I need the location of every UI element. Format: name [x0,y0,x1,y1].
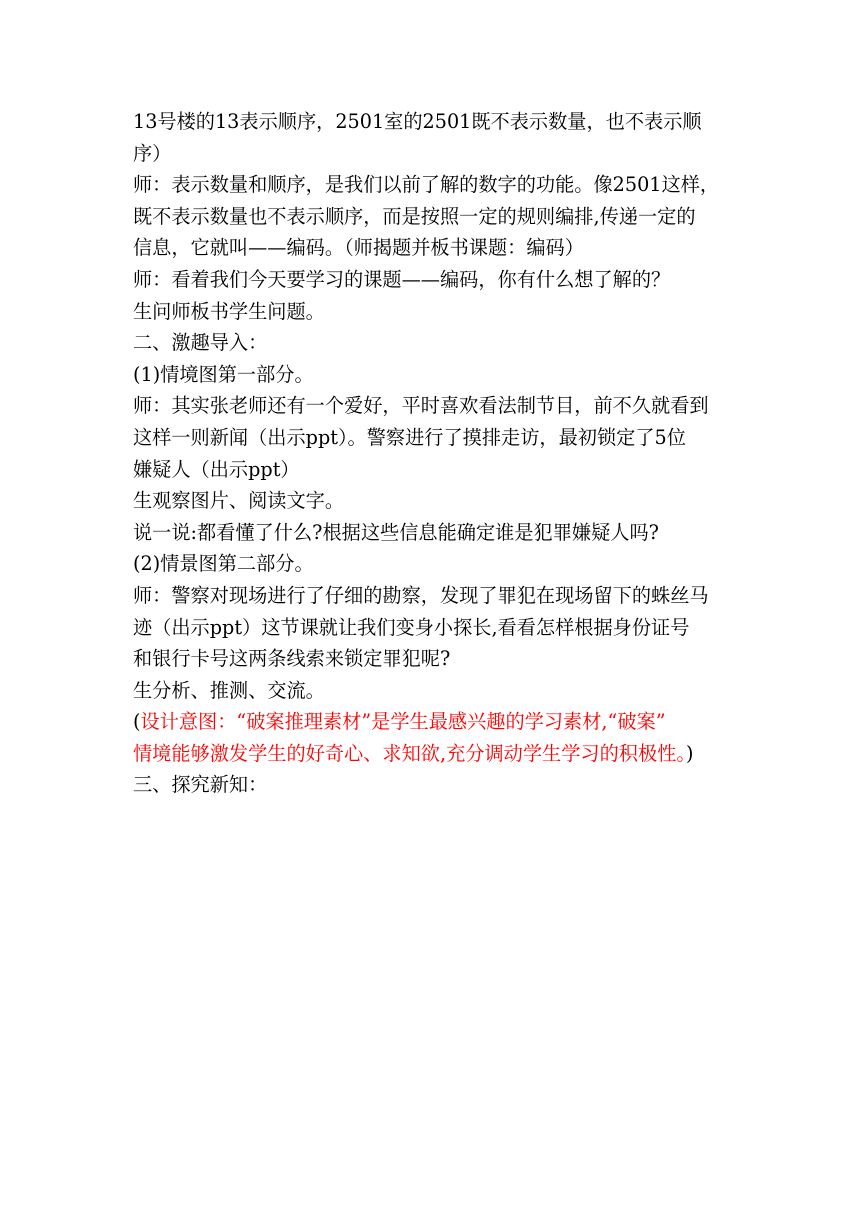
text-line-7: 生问师板书学生问题。 [133,299,325,323]
text-line-16: 师：警察对现场进行了仔细的勘察，发现了罪犯在现场留下的蛛丝马 [133,583,709,607]
document-body [133,106,733,801]
text-line-6: 师：看着我们今天要学习的课题——编码，你有什么想了解的？ [133,267,671,291]
design-intent-text-2: 情境能够激发学生的好奇心、求知欲,充分调动学生学习的积极性。 [133,741,686,765]
text-line-9: (1)情境图第一部分。 [133,362,314,386]
text-line-4: 既不表示数量也不表示顺序，而是按照一定的规则编排,传递一定的 [133,204,696,228]
design-intent-text-1: 设计意图：“破案推理素材”是学生最感兴趣的学习素材,“破案” [140,710,666,734]
text-line-3: 师：表示数量和顺序，是我们以前了解的数字的功能。像2501这样， [133,173,720,197]
section-heading-two: 二、激趣导入： [133,331,268,355]
design-intent-open-paren: ( [133,710,141,734]
text-line-12: 嫌疑人（出示ppt） [133,457,300,481]
text-line-1: 13号楼的13表示顺序，2501室的2501既不表示数量，也不表示顺 [133,110,702,133]
text-line-5: 信息，它就叫——编码。（师揭题并板书课题：编码） [133,236,584,260]
design-intent-line-1 [133,706,733,738]
text-line-19: 生分析、推测、交流。 [133,678,325,702]
text-line-15: (2)情景图第二部分。 [133,552,314,576]
design-intent-line-2 [133,738,733,770]
text-line-14: 说一说:都看懂了什么?根据这些信息能确定谁是犯罪嫌疑人吗? [133,520,659,544]
text-line-18: 和银行卡号这两条线索来锁定罪犯呢? [133,647,451,671]
text-line-17: 迹（出示ppt）这节课就让我们变身小探长,看看怎样根据身份证号 [133,615,690,639]
text-line-10: 师：其实张老师还有一个爱好，平时喜欢看法制节目，前不久就看到 [133,394,709,418]
section-heading-three: 三、探究新知： [133,773,268,797]
text-line-11: 这样一则新闻（出示ppt）。警察进行了摸排走访，最初锁定了5位 [133,425,686,449]
design-intent-close-paren: ) [685,741,694,765]
text-line-13: 生观察图片、阅读文字。 [133,489,345,513]
text-line-2: 序） [133,141,172,165]
